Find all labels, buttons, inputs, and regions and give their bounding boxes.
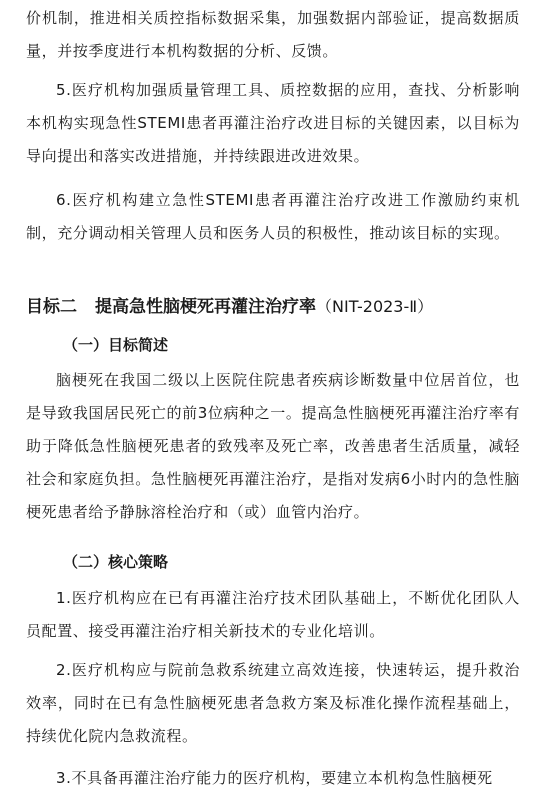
goal-code: （NIT-2023-Ⅱ） [316, 297, 434, 316]
section-heading-strategy: （二）核心策略 [63, 553, 169, 571]
paragraph-item-5: 5.医疗机构加强质量管理工具、质控数据的应用，查找、分析影响本机构实现急性STEMI患者再灌注治疗改进目标的关键因素，以目标为导向提出和落实改进措施，并持续跟进改进效果。 [26, 81, 520, 165]
section-heading-summary: （一）目标简述 [63, 336, 169, 354]
paragraph-item-6: 6.医疗机构建立急性STEMI患者再灌注治疗改进工作激励约束机制，充分调动相关管理人员和医务人员的积极性，推动该目标的实现。 [26, 191, 520, 242]
paragraph-strategy-2: 2.医疗机构应与院前急救系统建立高效连接，快速转运，提升救治效率，同时在已有急性脑梗死患者急救方案及标准化操作流程基础上，持续优化院内急救流程。 [26, 661, 520, 745]
paragraph-summary: 脑梗死在我国二级以上医院住院患者疾病诊断数量中位居首位，也是导致我国居民死亡的前3位病种之一。提高急性脑梗死再灌注治疗率有助于降低急性脑梗死患者的致残率及死亡率，改善患者生活质量，减轻社会和家庭负担。急性脑梗死再灌注治疗，是指对发病6小时内的急性脑梗死患者给予静脉溶栓治疗和（或）血管内治疗。 [26, 371, 520, 521]
paragraph-strategy-1: 1.医疗机构应在已有再灌注治疗技术团队基础上，不断优化团队人员配置、接受再灌注治疗相关新技术的专业化培训。 [26, 589, 520, 640]
goal-two-heading [26, 292, 520, 322]
goal-title: 提高急性脑梗死再灌注治疗率 [95, 297, 316, 317]
paragraph-previous-tail: 价机制，推进相关质控指标数据采集，加强数据内部验证，提高数据质量，并按季度进行本机构数据的分析、反馈。 [26, 9, 520, 60]
goal-label: 目标二 [26, 297, 77, 317]
paragraph-strategy-3: 3.不具备再灌注治疗能力的医疗机构，要建立本机构急性脑梗死 [56, 769, 493, 787]
